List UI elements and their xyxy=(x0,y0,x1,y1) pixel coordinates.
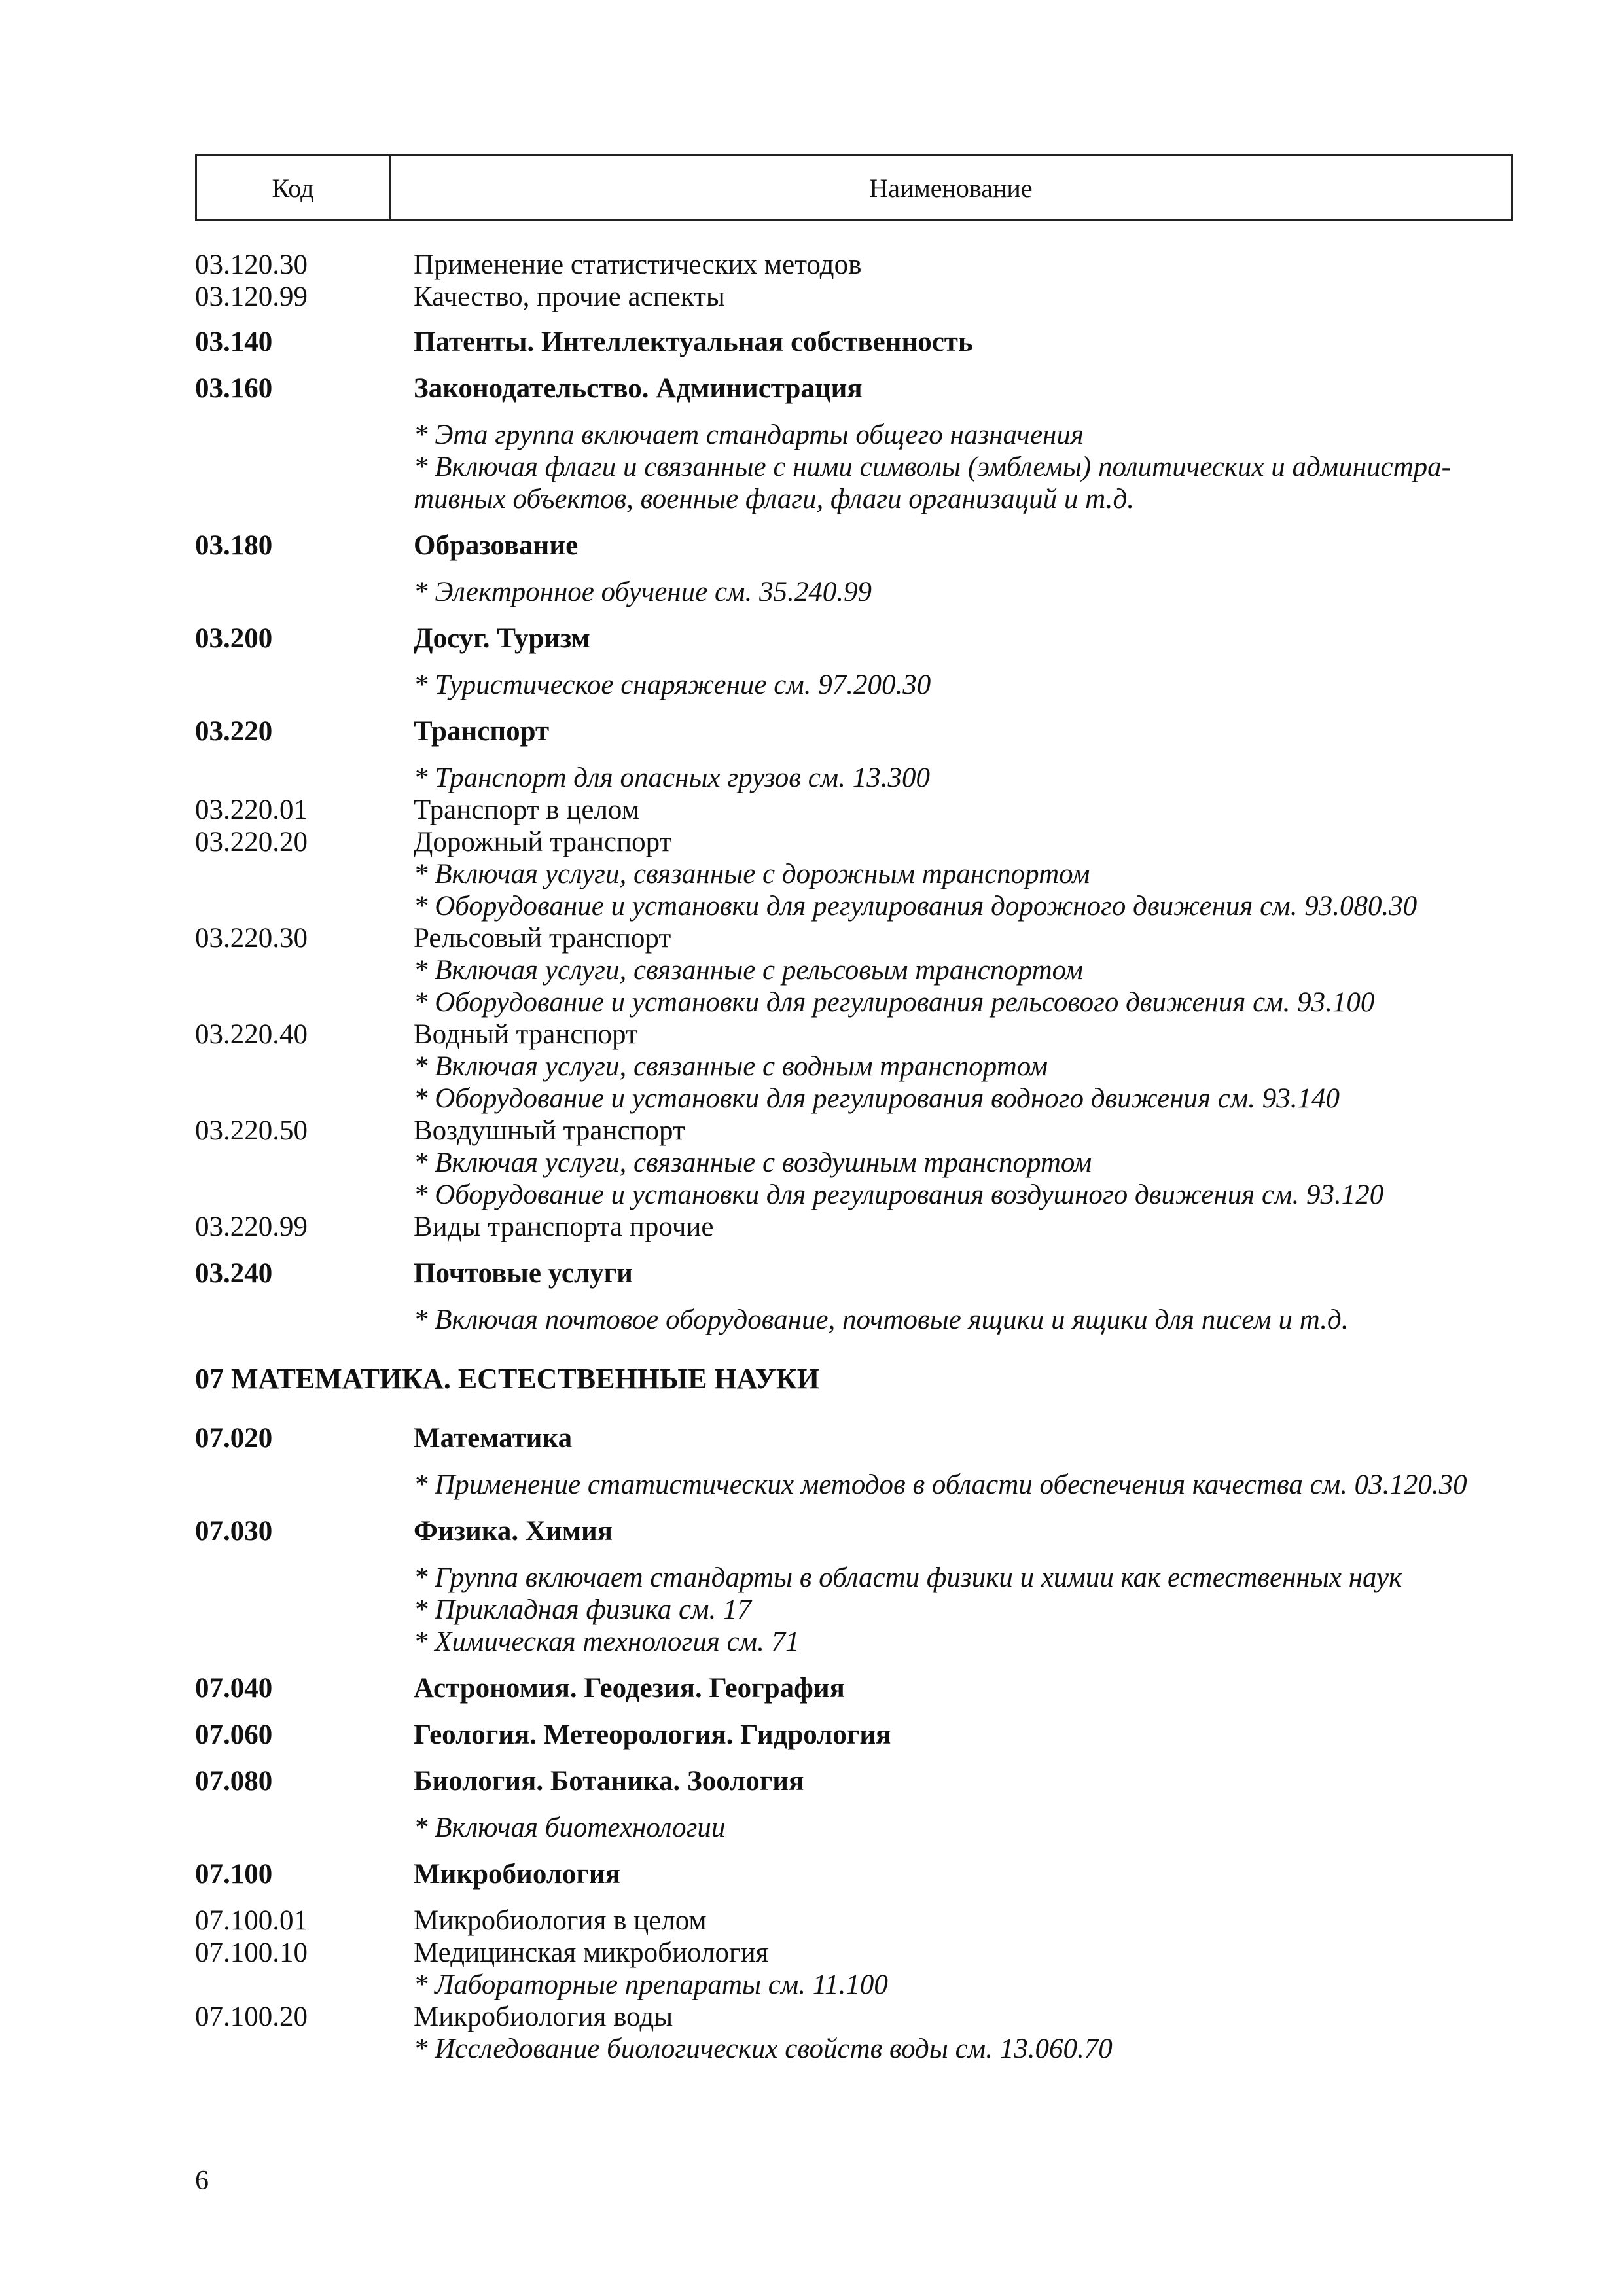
entry-note xyxy=(414,1969,1517,2001)
entry-name: Рельсовый транспорт xyxy=(414,923,671,954)
header-code: Код xyxy=(197,156,391,219)
note-line: * Транспорт для опасных грузов см. 13.300 xyxy=(414,762,930,793)
group-code: 03.220 xyxy=(195,716,273,747)
entry-name: Транспорт в целом xyxy=(414,795,639,825)
note-line: * Исследование биологических свойств воды см. 13.060.70 xyxy=(414,2034,1113,2064)
entry-code: 07.100.01 xyxy=(195,1905,308,1936)
group-code: 07.080 xyxy=(195,1766,273,1797)
entry-code: 03.120.99 xyxy=(195,281,308,312)
entry-note xyxy=(414,2033,1517,2065)
entry-row xyxy=(195,1018,1517,1050)
entry-code: 03.220.30 xyxy=(195,923,308,954)
group-row xyxy=(195,529,1517,562)
note-line: * Включая флаги и связанные с ними символы (эмблемы) политических и администра- xyxy=(414,452,1451,482)
group-row xyxy=(195,326,1517,358)
note-line: * Включая почтовое оборудование, почтовые ящики и ящики для писем и т.д. xyxy=(414,1304,1349,1335)
group-row xyxy=(195,715,1517,747)
entry-note xyxy=(414,858,1517,922)
group-code: 03.200 xyxy=(195,623,273,654)
entry-code: 03.120.30 xyxy=(195,249,308,280)
note-line: * Группа включает стандарты в области физики и химии как естественных наук xyxy=(414,1562,1402,1593)
group-row xyxy=(195,1515,1517,1547)
group-row xyxy=(195,1719,1517,1751)
classification-list xyxy=(195,249,1517,2065)
group-name: Патенты. Интеллектуальная собственность xyxy=(414,327,973,357)
group-note xyxy=(414,1304,1517,1336)
note-line: * Включая услуги, связанные с рельсовым транспортом xyxy=(414,955,1083,986)
note-line: * Применение статистических методов в области обеспечения качества см. 03.120.30 xyxy=(414,1469,1467,1500)
entry-row xyxy=(195,1115,1517,1147)
entry-row xyxy=(195,249,1517,281)
group-row xyxy=(195,1422,1517,1454)
group-name: Микробиология xyxy=(414,1859,620,1890)
entry-name: Воздушный транспорт xyxy=(414,1115,685,1146)
entry-note xyxy=(414,1147,1517,1211)
note-line: * Эта группа включает стандарты общего назначения xyxy=(414,420,1084,450)
note-line: * Оборудование и установки для регулирования дорожного движения см. 93.080.30 xyxy=(414,891,1418,922)
group-name: Математика xyxy=(414,1423,573,1454)
group-code: 07.030 xyxy=(195,1516,273,1547)
entry-row xyxy=(195,1211,1517,1243)
group-name: Транспорт xyxy=(414,716,550,747)
entry-row xyxy=(195,281,1517,313)
note-line: * Электронное обучение см. 35.240.99 xyxy=(414,577,872,607)
group-row xyxy=(195,1858,1517,1890)
entry-name: Дорожный транспорт xyxy=(414,827,672,857)
section-title: 07 МАТЕМАТИКА. ЕСТЕСТВЕННЫЕ НАУКИ xyxy=(195,1363,820,1395)
group-name: Геология. Метеорология. Гидрология xyxy=(414,1719,891,1750)
entry-row xyxy=(195,1905,1517,1937)
group-name: Физика. Химия xyxy=(414,1516,613,1547)
table-header xyxy=(195,154,1513,221)
note-line: * Оборудование и установки для регулирования водного движения см. 93.140 xyxy=(414,1083,1340,1114)
entry-name: Микробиология воды xyxy=(414,2001,673,2032)
note-line: * Включая услуги, связанные с дорожным транспортом xyxy=(414,859,1090,889)
group-row xyxy=(195,622,1517,655)
note-line: * Оборудование и установки для регулирования воздушного движения см. 93.120 xyxy=(414,1179,1384,1210)
group-name: Досуг. Туризм xyxy=(414,623,590,654)
note-line: * Лабораторные препараты см. 11.100 xyxy=(414,1969,888,2000)
entry-code: 03.220.20 xyxy=(195,827,308,857)
note-line: * Прикладная физика см. 17 xyxy=(414,1594,751,1625)
group-code: 03.240 xyxy=(195,1258,273,1289)
group-note xyxy=(414,1562,1517,1658)
group-name: Почтовые услуги xyxy=(414,1258,633,1289)
entry-note xyxy=(414,954,1517,1018)
entry-row xyxy=(195,922,1517,954)
note-line: * Туристическое снаряжение см. 97.200.30 xyxy=(414,670,931,700)
page-number: 6 xyxy=(195,2166,209,2196)
entry-row xyxy=(195,826,1517,858)
group-name: Астрономия. Геодезия. География xyxy=(414,1673,845,1704)
entry-name: Водный транспорт xyxy=(414,1019,638,1050)
group-code: 03.140 xyxy=(195,327,273,357)
note-line: * Включая биотехнологии xyxy=(414,1812,726,1843)
group-code: 03.180 xyxy=(195,530,273,561)
group-code: 03.160 xyxy=(195,373,273,404)
group-note xyxy=(414,1812,1517,1844)
group-note xyxy=(414,669,1517,701)
entry-code: 07.100.20 xyxy=(195,2001,308,2032)
entry-code: 07.100.10 xyxy=(195,1937,308,1968)
group-code: 07.020 xyxy=(195,1423,273,1454)
group-name: Биология. Ботаника. Зоология xyxy=(414,1766,804,1797)
note-line: * Включая услуги, связанные с воздушным транспортом xyxy=(414,1147,1092,1178)
entry-code: 03.220.99 xyxy=(195,1211,308,1242)
group-row xyxy=(195,1765,1517,1797)
entry-row xyxy=(195,2001,1517,2033)
entry-name: Виды транспорта прочие xyxy=(414,1211,714,1242)
group-row xyxy=(195,1257,1517,1289)
entry-name: Применение статистических методов xyxy=(414,249,862,280)
group-row xyxy=(195,1672,1517,1704)
entry-code: 03.220.40 xyxy=(195,1019,308,1050)
group-note xyxy=(414,1469,1517,1501)
note-line: * Химическая технология см. 71 xyxy=(414,1626,800,1657)
note-line: тивных объектов, военные флаги, флаги организаций и т.д. xyxy=(414,484,1134,514)
entry-row xyxy=(195,794,1517,826)
group-code: 07.060 xyxy=(195,1719,273,1750)
group-code: 07.040 xyxy=(195,1673,273,1704)
note-line: * Оборудование и установки для регулирования рельсового движения см. 93.100 xyxy=(414,987,1375,1018)
entry-code: 03.220.01 xyxy=(195,795,308,825)
group-code: 07.100 xyxy=(195,1859,273,1890)
group-note xyxy=(414,576,1517,608)
entry-row xyxy=(195,1937,1517,1969)
group-note xyxy=(414,762,1517,794)
note-line: * Включая услуги, связанные с водным транспортом xyxy=(414,1051,1048,1082)
header-name: Наименование xyxy=(869,173,1033,203)
entry-name: Медицинская микробиология xyxy=(414,1937,769,1968)
group-note xyxy=(414,419,1517,515)
entry-note xyxy=(414,1050,1517,1115)
group-name: Законодательство. Администрация xyxy=(414,373,863,404)
group-row xyxy=(195,372,1517,404)
entry-name: Микробиология в целом xyxy=(414,1905,707,1936)
entry-code: 03.220.50 xyxy=(195,1115,308,1146)
group-name: Образование xyxy=(414,530,579,561)
entry-name: Качество, прочие аспекты xyxy=(414,281,725,312)
